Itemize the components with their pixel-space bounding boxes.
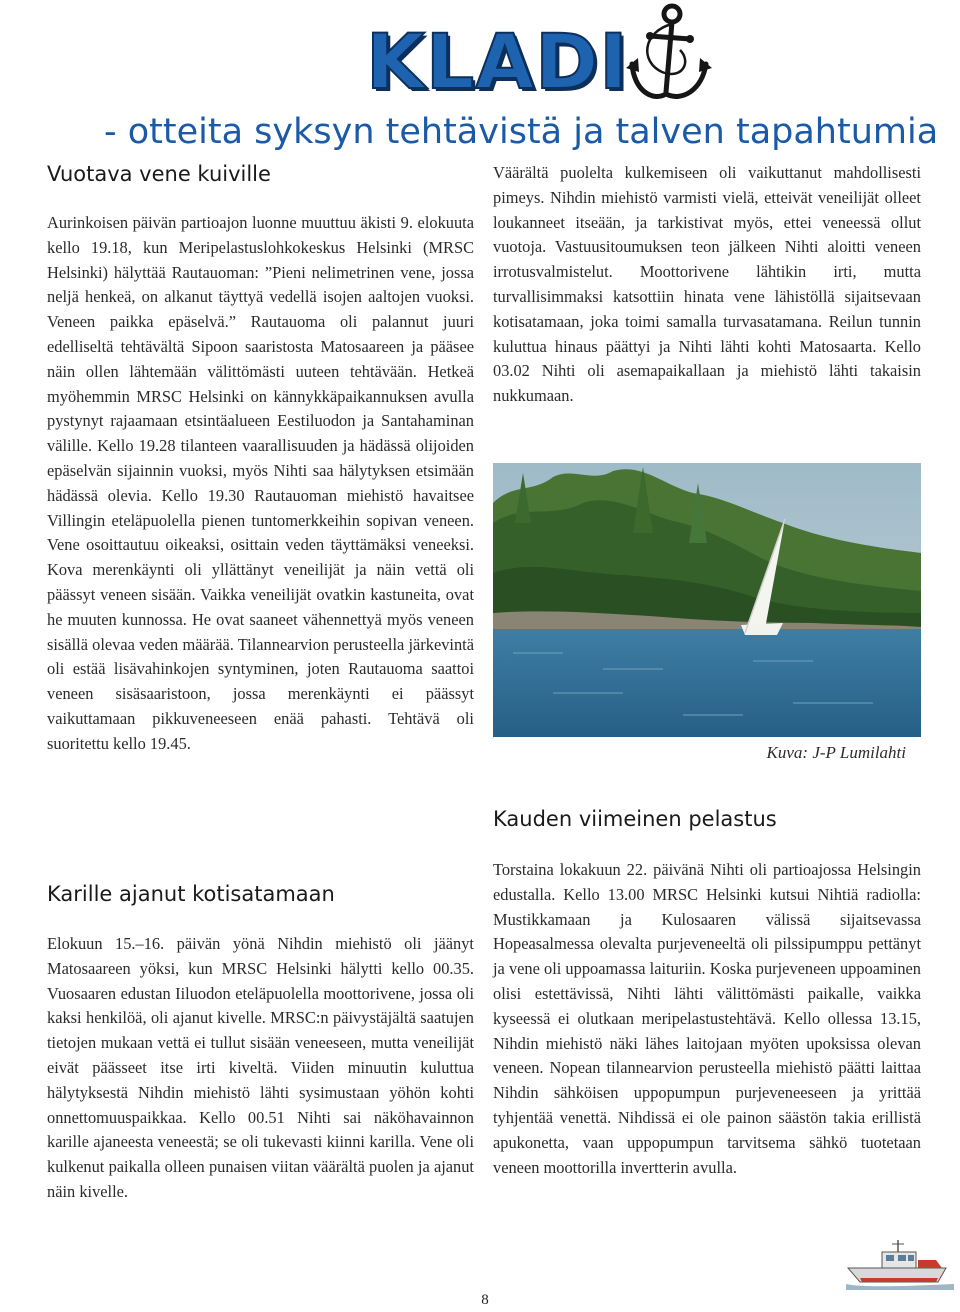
article-body-vuotava-vene <box>47 211 474 757</box>
article-text: Torstaina lokakuun 22. päivänä Nihti oli partioajossa Helsingin edustalla. Kello 13.00 MRSC Helsinki kutsui Nihtiä radiolla: Mustikkamaan ja Kulosaaren välissä sijaitsevassa Hopeasalmessa olevalta purjeveneeltä oli pilssipumppu pettänyt ja vene oli uppoamassa laituriin. Koska purjeveneen uppoaminen olisi estettävissä, Nihti lähti välittömästi paikalle, vaikka kyseessä ei olutkaan meripelastustehtävä. Kello ollessa 13.15, Nihdin miehistö näki lähes laitojaan myöten upoksissa olevan veneen. Nopean tilannearvion perusteella miehistö päätti laittaa Nihdin sähköisen uppopumpun purjeveneeseen ja yrittää tyhjentää venettä. Nihdissä ei ole painon säästön takia erillistä apukonetta, vaan uppopumpun tarvitsema sähkö tuotetaan veneen moottorilla invertterin avulla. <box>493 860 921 1177</box>
article-heading-kauden-viimeinen: Kauden viimeinen pelastus <box>493 807 777 831</box>
article-text: Väärältä puolelta kulkemiseen oli vaikuttanut mahdollisesti pimeys. Nihdin miehistö varmisti vielä, etteivät veneilijät olleet loukanneet itseään, ja tarkistivat myös, ettei veneessä ollut vuotoja. Vastuusitoumuksen teon jälkeen Nihti aloitti veneen irrotusvalmistelut. Moottorivene lähtikin irti, mutta turvallisimmaksi katsottiin hinata vene lähistöllä sijaitsevaan kotisatamaan, joka toimi samalla turvasatamana. Reilun tunnin kuluttua hinaus päättyi ja Nihti lähti kohti Matosaarta. Kello 03.02 Nihti oli asemapaikallaan ja miehistö lähti takaisin nukkumaan. <box>493 163 921 406</box>
article-heading-vuotava-vene: Vuotava vene kuiville <box>47 162 271 186</box>
page-number: 8 <box>481 1292 489 1308</box>
article-body-karille-continued <box>493 161 921 409</box>
article-body-karille <box>47 932 474 1205</box>
page-subtitle: - otteita syksyn tehtävistä ja talven tapahtumia <box>104 112 939 152</box>
sailboat-photo <box>493 463 921 737</box>
photo-caption: Kuva: J-P Lumilahti <box>766 743 906 762</box>
kladi-logo: KLADI <box>366 17 629 106</box>
anchor-icon <box>622 2 714 108</box>
article-heading-karille: Karille ajanut kotisatamaan <box>47 882 335 906</box>
article-text: Aurinkoisen päivän partioajon luonne muuttuu äkisti 9. elokuuta kello 19.18, kun Meripelastuslohkokeskus Helsinki (MRSC Helsinki) hälyttää Rautauoman: ”Pieni nelimetrinen vene, jossa neljä henkeä, on alkanut täyttyä vedellä isojen aaltojen vuoksi. Veneen paikka epäselvä.” Rautauoma oli palannut juuri edelliseltä tehtävältä Sipoon saaristosta Matosaareen ja pääsee näin ollen lähtemään välittömästi uuteen tehtävään. Hetkeä myöhemmin MRSC Helsinki on kännykkäpaikannuksen avulla pystynyt rajaamaan etsintäalueen Eestiluodon ja Santahaminan välille. Kello 19.28 tilanteen vaarallisuuden ja hädässä olijoiden epäselvän sijainnin vuoksi, myös Nihti saa hälytyksen etsimään hädässä olevia. Kello 19.30 Rautauoman miehistö havaitsee Villingin eteläpuolella pienen tuntomerkkeihin sopivan veneen. Vene osoittautuu oikeaksi, osittain veden täyttämäksi veneeksi. Kova merenkäynti oli yllättänyt veneilijät ja näin vettä oli päässyt veneen sisään. Vaikka veneilijät ovatkin kastuneita, ovat he muuten kunnossa. He ovat saaneet vähennettyä myös veneen sisällä olevaa veden määrää. Tilannearvion perusteella järkevintä oli estää lisävahinkojen syntyminen, joten Rautauoma saattoi veneen sisäsaaristoon, jossa merenkäynti ei päässyt vaikuttamaan pikkuveneeseen enää pahasti. Tehtävä oli suoritettu kello 19.45. <box>47 213 474 753</box>
sailboat-illustration <box>493 463 921 737</box>
rescue-boat-icon <box>846 1238 954 1290</box>
article-text: Elokuun 15.–16. päivän yönä Nihdin miehistö oli jäänyt Matosaareen yöksi, kun MRSC Helsinki hälytti kello 00.35. Vuosaaren edustan Iiluodon eteläpuolella moottorivene, jossa oli kaksi henkilöä, oli ajanut kivelle. MRSC:n päivystäjältä saatujen tietojen mukaan vettä ei tullut sisään veneeseen, mutta veneilijät eivät päässeet itse irti kiveltä. Viiden minuutin kuluttua hälytyksestä Nihdin miehistö lähti sysimustaan yöhön kohti onnettomuuspaikkaa. Kello 00.51 Nihti sai näköhavainnon karille ajaneesta veneestä; se oli tukevasti kiinni karilla. Vene oli kulkenut paikalla olleen punaisen viitan väärältä puolen ja ajanut näin kivelle. <box>47 934 474 1201</box>
article-body-kauden-viimeinen <box>493 858 921 1180</box>
